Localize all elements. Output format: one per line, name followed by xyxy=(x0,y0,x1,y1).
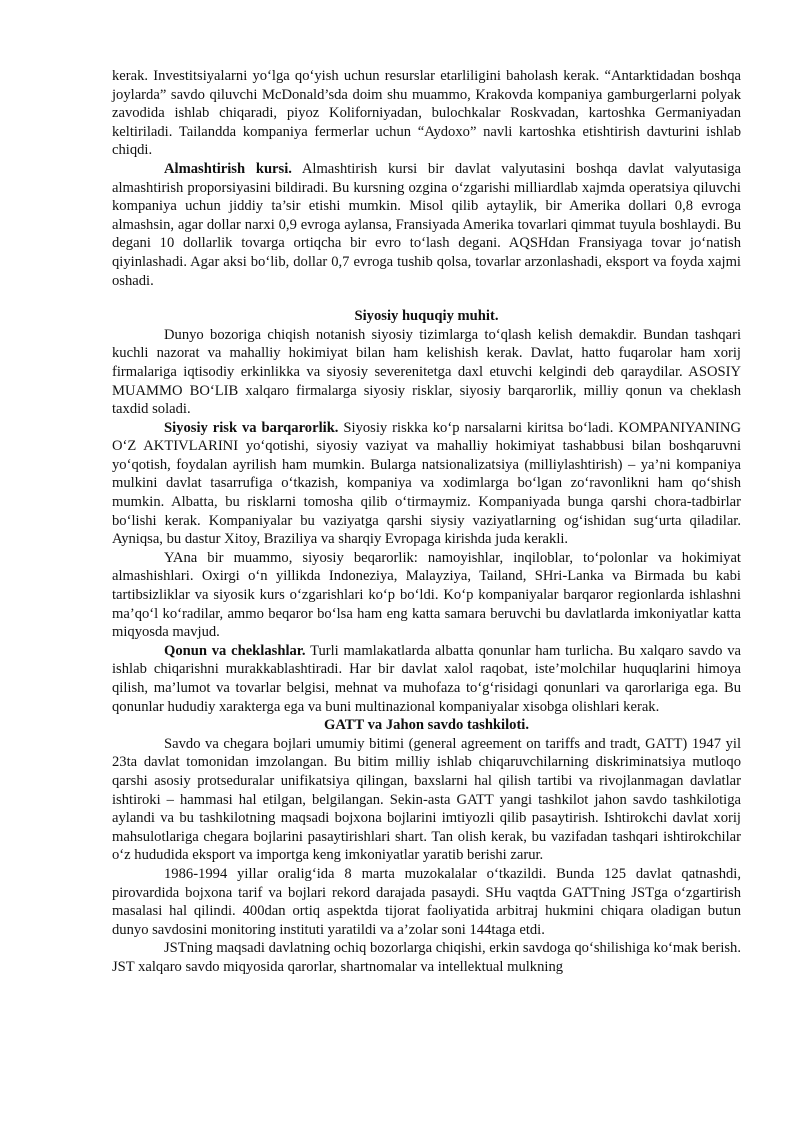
paragraph-wto-goals: JSTning maqsadi davlatning ochiq bozorlarga chiqishi, erkin savdoga qo‘shilishiga ko‘mak berish. JST xalqaro savdo miqyosida qarorlar, shartnomalar va intellektual mulkning xyxy=(112,940,741,975)
runin-heading-exchange-rate: Almashtirish kursi. xyxy=(164,160,292,177)
runin-heading-laws: Qonun va cheklashlar. xyxy=(164,642,306,659)
section-heading-political-legal: Siyosiy huquqiy muhit. xyxy=(354,308,499,325)
paragraph-exchange-rate: Almashtirish kursi. Almashtirish kursi bir davlat valyutasini boshqa davlat valyutasiga almashtirish proporsiyasini bildiradi. Bu kursning ozgina o‘zgarishi milliardlab xajmda operatsiya qiluvchi kompaniya uchun jiddiy ta’sir etishi mumkin. Misol qilib aytaylik, bir Amerika dollari 0,8 evroga almashsin, agar dollar narxi 0,9 evroga aylansa, Fransiyada Amerika tovarlari qimmat tuyula boshlaydi. Bu degani 10 dollarlik tovarga ortiqcha bir evro to‘lash degani. AQSHdan Fransiyaga tovar jo‘natish qiyinlashadi. Agar aksi bo‘lib, dollar 0,7 evroga tushib qolsa, tovarlar arzonlashadi, eksport va foyda xajmi oshadi. xyxy=(112,160,742,289)
paragraph-intro-continuation: kerak. Investitsiyalarni yo‘lga qo‘yish uchun resurslar etarliligini baholash kerak. “Antarktidadan boshqa joylarda” savdo qiluvchi McDonald’sda doim shu muammo, Krakovda kompaniya gamburgerlarni polyak zavodida ishlab chiqaradi, piyoz Koliforniyadan, bulochkalar Roskvadan, kartoshka Germaniyadan keltiriladi. Tailandda kompaniya fermerlar uchun “Aydoxo” navli kartoshka etishtirish davturini ishlab chiqdi. xyxy=(112,68,741,159)
paragraph-instability: YAna bir muammo, siyosiy beqarorlik: namoyishlar, inqiloblar, to‘polonlar va hokimiyat almashishlari. Oxirgi o‘n yillikda Indoneziya, Malayziya, Tailand, SHri-Lanka va Birmada bu kabi tartibsizliklar va siyosik kurs o‘zgarishlari ko‘p bo‘ldi. Ko‘p kompaniyalar barqaror regionlarda ishlashni ma’qo‘l ko‘radilar, ammo beqaror bo‘lsa ham eng katta samara beruvchi bu davlatlarda imkoniyatlar katta miqyosda mavjud. xyxy=(112,549,741,641)
paragraph-political-risk: Siyosiy risk va barqarorlik. Siyosiy riskka ko‘p narsalarni kiritsa bo‘ladi. KOMPANIYANING O‘Z AKTIVLARINI yo‘qotishi, siyosiy vaziyat va mahalliy hokimiyat tashabbusi bilan boshqaruvni yo‘qotish, foydalan ayrilish ham mumkin. Bularga natsionalizatsiya (milliylashtirish) – ya’ni kompaniya mulkini davlat tasarrufiga o‘tkazish, kompaniya va xodimlarga bo‘lgan zo‘ravonlikni ham qo‘shish mumkin. Albatta, bu risklarni tomosha qilib o‘tirmaymiz. Kompaniyada bunga qarshi chora-tadbirlar bo‘lishi kerak. Kompaniyalar bu vaziyatga qarshi siysiy vaziyatlarning og‘ishidan sug‘urta qiladilar. Ayniqsa, bu dastur Xitoy, Braziliya va sharqiy Evropaga kirishda juda kerakli. xyxy=(112,419,741,548)
paragraph-gatt: Savdo va chegara bojlari umumiy bitimi (general agreement on tariffs and tradt, GATT) 1947 yil 23ta davlat tomonidan imzolangan. Bu bitim milliy ishlab chiqaruvchilarning diskriminatsiya mutloqo qarshi asosiy protseduralar unifikatsiya qilingan, baxslarni hal qilish tartibi va rivojlanmagan davlatlar ishtiroki – hammasi hal etilgan, belgilangan. Sekin-asta GATT yangi tashkilot jahon savdo tashkilotiga aylandi va bu tashkilotning maqsadi bojxona bojlarini imtiyozli qilib pasaytirish. Ishtirokchi davlat xorij mahsulotlariga chegara bojlarini pasaytirishlari shart. Tan olish kerak, bu vazifadan tashqari ishtirokchilar o‘z hududida eksport va importga keng imkoniyatlar yaratib berishi zarur. xyxy=(112,735,741,864)
section-gap xyxy=(112,290,741,307)
paragraph-laws: Qonun va cheklashlar. Turli mamlakatlarda albatta qonunlar ham turlicha. Bu xalqaro savdo va ishlab chiqarishni murakkablashtiradi. Har bir davlat xalol raqobat, iste’molchilar huquqlarini himoya qilish, ma’lumot va tovarlar belgisi, mehnat va muhofaza to‘g‘risidagi qonunlari va qarorlariga ega. Bu qonunlar hududiy xarakterga ega va buni multinazional kompaniyalar xisobga olishlari kerak. xyxy=(112,642,741,715)
section-heading-gatt-wto: GATT va Jahon savdo tashkiloti. xyxy=(323,717,530,734)
paragraph-political-intro: Dunyo bozoriga chiqish notanish siyosiy tizimlarga to‘qlash kelish demakdir. Bundan tashqari kuchli nazorat va mahalliy hokimiyat bilan ham kelishish kerak. Davlat, hatto fuqarolar ham xorij firmalariga iqtisodiy erkinlikka va siyosiy severenitetga daxl etuvchi kelgindi deb qaraydilar. ASOSIY MUAMMO BO‘LIB xalqaro firmalarga siyosiy risklar, siyosiy barqarorlik, milliy qonun va cheklash taxdid soladi. xyxy=(112,326,741,418)
paragraph-negotiations: 1986-1994 yillar oralig‘ida 8 marta muzokalalar o‘tkazildi. Bunda 125 davlat qatnashdi, pirovardida bojxona tarif va bojlari rekord darajada pasaydi. SHu vaqtda GATTning JSTga o‘zgartirish masalasi hal qilindi. 400dan ortiq aspektda tijorat faoliyatida arbitraj hukmini chiqara oladigan butun dunyo savdosini monitoring instituti yaratildi va a’zolar soni 144taga etdi. xyxy=(112,865,741,938)
runin-heading-political-risk: Siyosiy risk va barqarorlik. xyxy=(164,419,339,436)
document-page xyxy=(112,67,741,977)
